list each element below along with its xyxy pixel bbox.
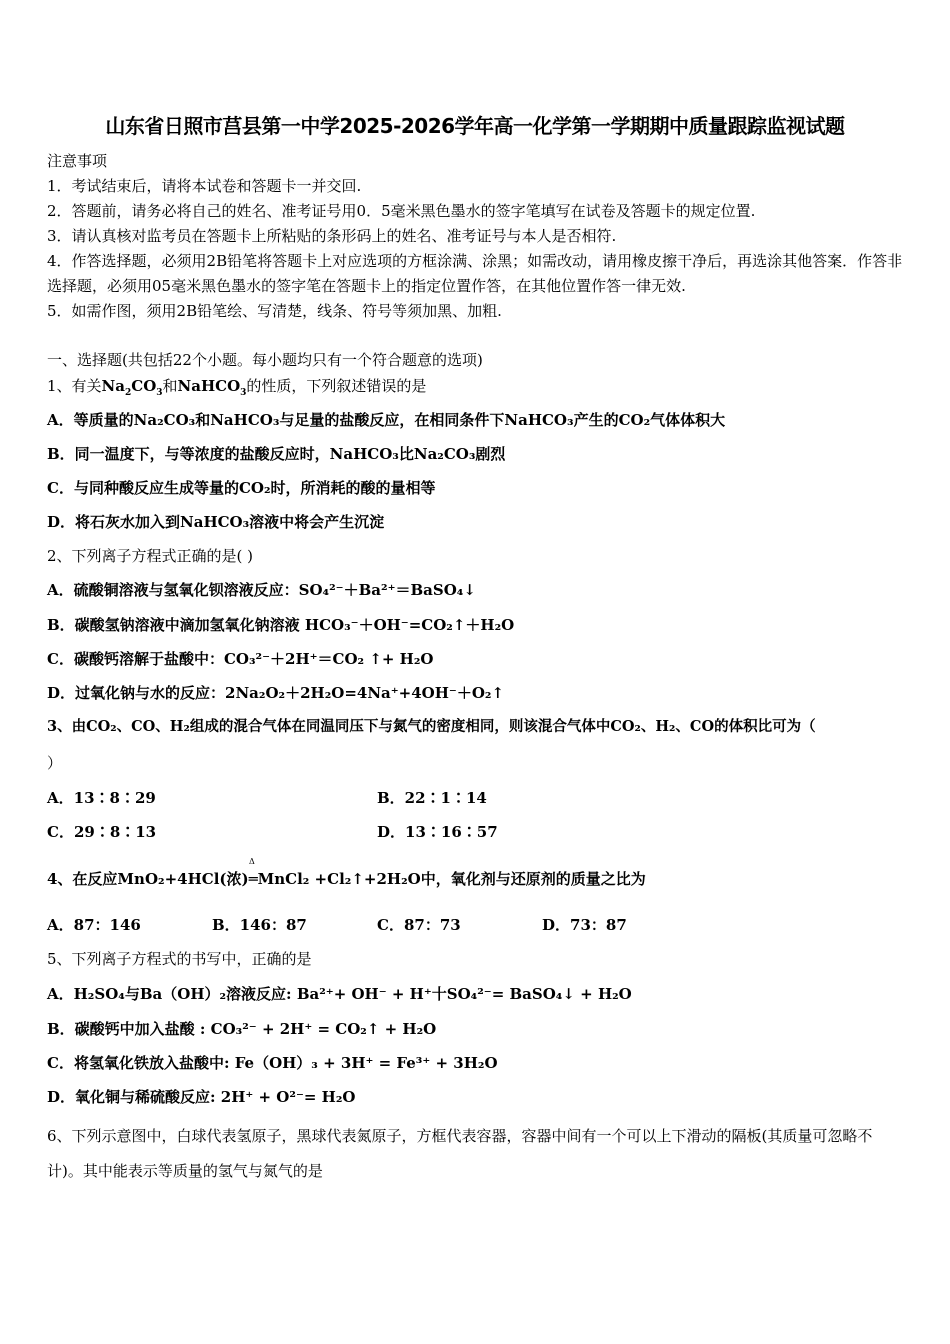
q1-stem-prefix: 1、有关 bbox=[47, 377, 102, 395]
question-3-stem-end: ） bbox=[47, 754, 63, 772]
q2-option-d: D．过氧化钠与水的反应：2Na₂O₂＋2H₂O=4Na⁺+4OH⁻＋O₂↑ bbox=[47, 684, 505, 702]
question-4-stem: 4、在反应MnO₂+4HCl(浓)═MnCl₂ +Cl₂↑+2H₂O中，氧化剂与还原剂的质量之比为 bbox=[47, 870, 646, 888]
question-3-stem: 3、由CO₂、CO、H₂组成的混合气体在同温同压下与氮气的密度相同，则该混合气体中CO₂、H₂、CO的体积比可为（ bbox=[47, 718, 816, 735]
notice-item-1: 1．考试结束后，请将本试卷和答题卡一并交回. bbox=[47, 177, 362, 195]
q3-option-d: D．13∶16∶57 bbox=[377, 823, 498, 841]
q1-formula-2: NaHCO$_3$ bbox=[177, 377, 247, 398]
q2-option-c: C．碳酸钙溶解于盐酸中：CO₃²⁻＋2H⁺＝CO₂ ↑+ H₂O bbox=[47, 650, 434, 668]
q4-option-a: A．87：146 bbox=[47, 916, 141, 934]
q1-formula: $Na_2CO_3$ bbox=[101, 377, 163, 398]
q1-option-a: A．等质量的Na₂CO₃和NaHCO₃与足量的盐酸反应，在相同条件下NaHCO₃产生的CO₂气体体积大 bbox=[47, 411, 726, 429]
question-5-stem: 5、下列离子方程式的书写中，正确的是 bbox=[47, 950, 312, 968]
q4-option-d: D．73：87 bbox=[542, 916, 627, 934]
notice-item-5: 5．如需作图，须用2B铅笔绘、写清楚，线条、符号等须加黑、加粗. bbox=[47, 302, 502, 320]
notice-item-3: 3．请认真核对监考员在答题卡上所粘贴的条形码上的姓名、准考证号与本人是否相符. bbox=[47, 227, 617, 245]
question-6-stem: 6、下列示意图中，白球代表氢原子，黑球代表氮原子，方框代表容器，容器中间有一个可以上下滑动的隔板(其质量可忽略不计)。其中能表示等质量的氢气与氮气的是 bbox=[47, 1127, 873, 1180]
q1-option-c: C．与同种酸反应生成等量的CO₂时，所消耗的酸的量相等 bbox=[47, 479, 436, 497]
q4-option-c: C．87：73 bbox=[377, 916, 461, 934]
q3-option-c: C．29∶8∶13 bbox=[47, 823, 157, 841]
q2-option-a: A．硫酸铜溶液与氢氧化钡溶液反应：SO₄²⁻＋Ba²⁺＝BaSO₄↓ bbox=[47, 581, 476, 599]
page-title: 山东省日照市莒县第一中学2025-2026学年高一化学第一学期期中质量跟踪监视试题 bbox=[105, 114, 845, 138]
q5-option-a: A．H₂SO₄与Ba（OH）₂溶液反应: Ba²⁺+ OH⁻ + H⁺十SO₄²⁻= BaSO₄↓ + H₂O bbox=[47, 985, 632, 1003]
q4-option-b: B．146：87 bbox=[212, 916, 307, 934]
heat-symbol: Δ bbox=[249, 857, 255, 866]
q5-option-c: C．将氢氧化铁放入盐酸中: Fe（OH）₃ + 3H⁺ = Fe³⁺ + 3H₂O bbox=[47, 1054, 498, 1072]
q5-option-d: D．氧化铜与稀硫酸反应: 2H⁺ + O²⁻= H₂O bbox=[47, 1088, 356, 1106]
question-2-stem: 2、下列离子方程式正确的是( ) bbox=[47, 547, 254, 565]
q1-option-d: D．将石灰水加入到NaHCO₃溶液中将会产生沉淀 bbox=[47, 513, 385, 531]
notice-item-4: 4．作答选择题，必须用2B铅笔将答题卡上对应选项的方框涂满、涂黑；如需改动，请用橡皮擦干净后，再选涂其他答案．作答非选择题，必须用05毫米黑色墨水的签字笔在答题卡上的指定位置作答，在其他位置作答一律无效. bbox=[47, 252, 903, 295]
q1-stem-suffix: 的性质，下列叙述错误的是 bbox=[246, 377, 427, 395]
section-heading: 一、选择题(共包括22个小题。每小题均只有一个符合题意的选项) bbox=[47, 351, 483, 369]
q3-option-b: B．22∶1∶14 bbox=[377, 789, 487, 807]
q5-option-b: B．碳酸钙中加入盐酸 : CO₃²⁻ + 2H⁺ = CO₂↑ + H₂O bbox=[47, 1020, 437, 1038]
notice-item-2: 2．答题前，请务必将自己的姓名、准考证号用0．5毫米黑色墨水的签字笔填写在试卷及答题卡的规定位置. bbox=[47, 202, 756, 220]
question-1-stem: 1、有关$Na_2CO_3$和NaHCO$_3$的性质，下列叙述错误的是 bbox=[47, 377, 427, 398]
notice-heading: 注意事项 bbox=[47, 152, 108, 170]
q2-option-b: B．碳酸氢钠溶液中滴加氢氧化钠溶液 HCO₃⁻＋OH⁻=CO₂↑＋H₂O bbox=[47, 616, 515, 634]
q3-option-a: A．13∶8∶29 bbox=[47, 789, 156, 807]
q1-option-b: B．同一温度下，与等浓度的盐酸反应时，NaHCO₃比Na₂CO₃剧烈 bbox=[47, 445, 506, 463]
